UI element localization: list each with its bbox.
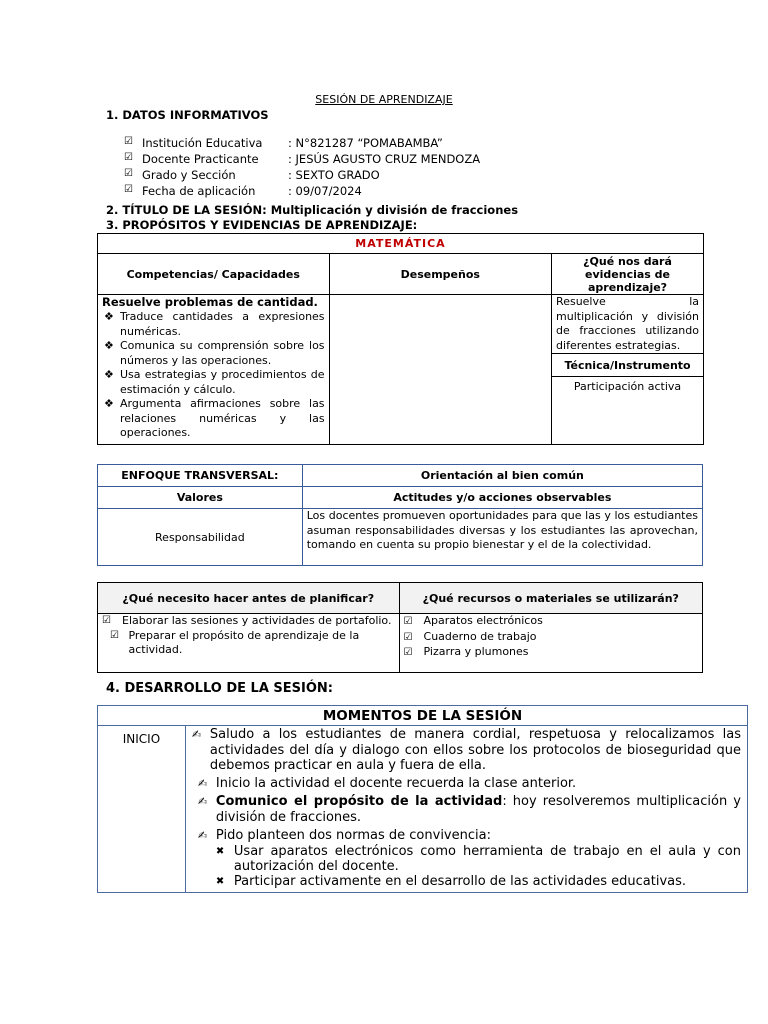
paragraph: Saludo a los estudiantes de manera cordial, respetuosa y relocalizamos las actividades del día y dialogo con ellos sobre los protocolos de bioseguridad que debemos practicar en aula y fuera de ella. [209, 727, 741, 773]
list-item [404, 630, 698, 646]
header-valores: Valores [98, 487, 303, 509]
competencia-title: Resuelve problemas de cantidad. [102, 295, 318, 309]
recurso-text: Cuaderno de trabajo [423, 629, 537, 643]
purpose-bold: Comunico el propósito de la actividad [215, 794, 503, 809]
info-row [124, 184, 480, 200]
writing-hand-icon: ✍ [197, 795, 208, 808]
checkbox-icon: ☑ [110, 629, 119, 641]
planning-table [97, 582, 703, 673]
norma-text: Usar aparatos electrónicos como herramienta de trabajo en el aula y con autorización del docente. [233, 843, 741, 874]
recurso-text: Aparatos electrónicos [423, 614, 543, 627]
recurso-text: Pizarra y plumones [423, 645, 529, 658]
list-item [192, 794, 741, 825]
info-row [124, 152, 480, 168]
capacidad-text: Usa estrategias y procedimientos de estimación y cálculo. [120, 368, 325, 396]
section-1-heading: 1. DATOS INFORMATIVOS [106, 108, 269, 122]
info-label: Grado y Sección [142, 168, 236, 182]
list-item [404, 645, 698, 661]
header-evidencias: ¿Qué nos dará evidencias de aprendizaje? [552, 254, 704, 295]
checkbox-icon: ☑ [102, 615, 111, 626]
header-recursos: ¿Qué recursos o materiales se utilizarán? [399, 583, 702, 614]
paragraph [216, 794, 741, 825]
info-label: Fecha de aplicación [142, 184, 256, 198]
moments-table [97, 705, 748, 893]
antes-cell [98, 614, 400, 673]
info-row [124, 136, 480, 152]
header-actitudes: Actitudes y/o acciones observables [302, 487, 702, 509]
list-item [102, 339, 325, 368]
checkbox-icon: ☑ [403, 647, 413, 658]
info-value: : N°821287 “POMABAMBA” [288, 136, 443, 150]
info-label: Institución Educativa [142, 136, 263, 150]
list-item [192, 844, 741, 874]
checkbox-icon: ☑ [124, 184, 133, 195]
norma-text: Participar activamente en el desarrollo de las actividades educativas. [233, 873, 687, 889]
enfoque-value: Orientación al bien común [302, 465, 702, 487]
actitud-cell: Los docentes promueven oportunidades para que las y los estudiantes asuman responsabilidades diversas y los estudiantes las aprovechan, tomando en cuenta su propio bienestar y el de la colectividad. [302, 509, 702, 566]
header-antes: ¿Qué necesito hacer antes de planificar? [98, 583, 400, 614]
capacidades-list [102, 310, 325, 441]
header-tecnica: Técnica/Instrumento [552, 354, 704, 377]
competencias-cell [98, 295, 330, 445]
valor-cell: Responsabilidad [98, 509, 303, 566]
moment-content [185, 726, 747, 893]
list-item [102, 614, 395, 629]
capacidad-text: Argumenta afirmaciones sobre las relaciones numéricas y las operaciones. [120, 397, 325, 439]
recursos-cell [399, 614, 702, 673]
checkbox-icon: ☑ [124, 136, 133, 147]
list-item [192, 828, 741, 844]
list-item [102, 629, 395, 658]
section-4-heading: 4. DESARROLLO DE LA SESIÓN: [106, 681, 333, 696]
info-value: : JESÚS AGUSTO CRUZ MENDOZA [288, 152, 481, 166]
section-3-heading: 3. PROPÓSITOS Y EVIDENCIAS DE APRENDIZAJE: [106, 218, 418, 232]
checkbox-icon: ☑ [403, 631, 413, 643]
checkbox-icon: ☑ [403, 616, 413, 627]
page-title: SESIÓN DE APRENDIZAJE [315, 93, 453, 106]
info-label: Docente Practicante [142, 152, 259, 166]
moments-header: MOMENTOS DE LA SESIÓN [98, 706, 748, 726]
info-value: : 09/07/2024 [288, 184, 362, 198]
purpose-rest: : hoy resolveremos multiplicación y división de fracciones. [215, 794, 741, 825]
star-bullet-icon: ✖ [215, 845, 225, 857]
section-2-heading: 2. TÍTULO DE LA SESIÓN: Multiplicación y división de fracciones [106, 203, 519, 217]
evidencia-cell: Resuelve la multiplicación y división de fracciones utilizando diferentes estrategias. [552, 295, 704, 354]
list-item [102, 368, 325, 397]
writing-hand-icon: ✍ [191, 728, 202, 741]
tecnica-cell: Participación activa [552, 377, 704, 445]
diamond-bullet-icon: ❖ [104, 397, 114, 410]
desempenos-cell [329, 295, 552, 445]
header-desempenos: Desempeños [329, 254, 552, 295]
capacidad-text: Traduce cantidades a expresiones numéricas. [120, 310, 325, 338]
info-list [124, 136, 480, 200]
enfoque-label: ENFOQUE TRANSVERSAL: [98, 465, 303, 487]
diamond-bullet-icon: ❖ [104, 339, 114, 352]
list-item [192, 727, 741, 774]
antes-text: Elaborar las sesiones y actividades de portafolio. [122, 614, 392, 627]
star-bullet-icon: ✖ [215, 875, 225, 887]
writing-hand-icon: ✍ [197, 829, 208, 842]
list-item [192, 776, 741, 792]
list-item [102, 397, 325, 441]
paragraph: Pido planteen dos normas de convivencia: [215, 828, 491, 843]
moment-label: INICIO [98, 726, 186, 893]
list-item [404, 614, 698, 630]
diamond-bullet-icon: ❖ [104, 368, 114, 381]
checkbox-icon: ☑ [124, 152, 133, 163]
header-competencias: Competencias/ Capacidades [98, 254, 330, 295]
writing-hand-icon: ✍ [197, 776, 208, 790]
paragraph: Inicio la actividad el docente recuerda la clase anterior. [215, 775, 577, 791]
enfoque-table [97, 464, 703, 566]
checkbox-icon: ☑ [124, 168, 133, 179]
list-item [192, 874, 741, 889]
area-label: MATEMÁTICA [98, 234, 704, 254]
antes-text: Preparar el propósito de aprendizaje de la actividad. [128, 628, 360, 656]
capacidad-text: Comunica su comprensión sobre los números y las operaciones. [120, 339, 325, 367]
info-value: : SEXTO GRADO [288, 168, 380, 182]
purposes-table [97, 233, 704, 445]
list-item [102, 310, 325, 339]
info-row [124, 168, 480, 184]
diamond-bullet-icon: ❖ [104, 310, 114, 323]
